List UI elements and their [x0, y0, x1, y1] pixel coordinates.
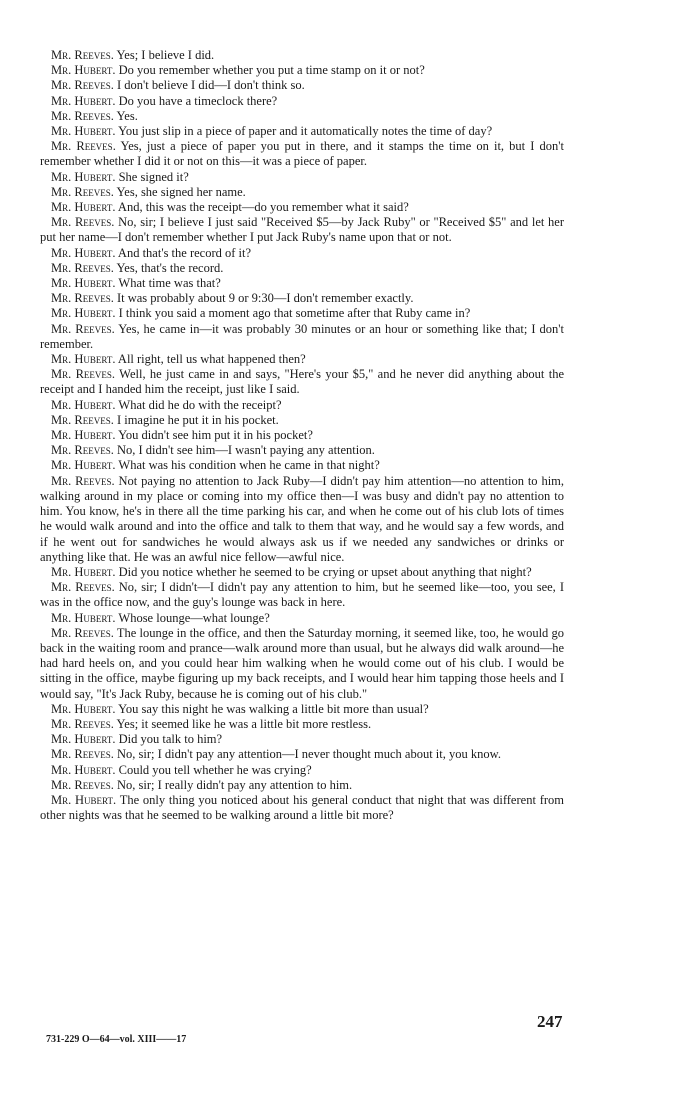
statement-text: Do you remember whether you put a time stamp on it or not? [118, 63, 425, 78]
statement-text: Yes, just a piece of paper you put in there, and it stamps the time on it, but I don't remember whether I did it or not on this—it was a piece of paper. [40, 139, 565, 169]
speaker-label: Mr. Hubert. [51, 306, 116, 321]
statement-text: I think you said a moment ago that sometime after that Ruby came in? [118, 306, 471, 321]
statement-text: I imagine he put it in his pocket. [116, 412, 279, 427]
speaker-label: Mr. Hubert. [51, 610, 116, 625]
testimony-paragraph [40, 702, 564, 717]
statement-text: Did you talk to him? [118, 732, 223, 747]
testimony-paragraph [40, 215, 564, 245]
testimony-paragraph [40, 458, 564, 473]
testimony-paragraph [40, 109, 564, 124]
testimony-paragraph [40, 124, 564, 139]
speaker-label: Mr. Hubert. [51, 276, 116, 291]
speaker-label: Mr. Reeves. [51, 184, 114, 199]
speaker-label: Mr. Hubert. [51, 397, 116, 412]
testimony-paragraph [40, 793, 564, 823]
testimony-paragraph [40, 94, 564, 109]
speaker-label: Mr. Reeves. [51, 443, 114, 458]
statement-text: Could you tell whether he was crying? [118, 762, 312, 777]
testimony-paragraph [40, 626, 564, 702]
statement-text: And that's the record of it? [117, 245, 252, 260]
speaker-label: Mr. Reeves. [51, 321, 115, 336]
testimony-paragraph [40, 778, 564, 793]
statement-text: What did he do with the receipt? [118, 397, 282, 412]
speaker-label: Mr. Hubert. [51, 200, 116, 215]
statement-text: Yes, that's the record. [116, 260, 224, 275]
statement-text: You didn't see him put it in his pocket? [118, 428, 313, 443]
speaker-label: Mr. Reeves. [51, 215, 115, 230]
testimony-paragraph [40, 261, 564, 276]
statement-text: Yes. [116, 108, 138, 123]
testimony-paragraph [40, 428, 564, 443]
statement-text: What was his condition when he came in that night? [118, 458, 380, 473]
statement-text: The lounge in the office, and then the Saturday morning, it seemed like, too, he would go back in the waiting room and prance—walk around more than usual, but he always did walk around—he had hard heels on, and you could hear him walking when he would come out of his club. I would be sitting in the office, maybe figuring up my back receipts, and I would hear him tapping those heels and I would say, "It's Jack Ruby, because he is coming out of his club." [40, 625, 564, 701]
speaker-label: Mr. Reeves. [51, 78, 114, 93]
speaker-label: Mr. Hubert. [51, 169, 116, 184]
speaker-label: Mr. Hubert. [51, 428, 116, 443]
speaker-label: Mr. Reeves. [51, 412, 114, 427]
speaker-label: Mr. Reeves. [51, 367, 116, 382]
speaker-label: Mr. Hubert. [51, 458, 116, 473]
statement-text: No, sir; I didn't pay any attention—I never thought much about it, you know. [116, 747, 501, 762]
testimony-paragraph [40, 565, 564, 580]
statement-text: All right, tell us what happened then? [117, 352, 306, 367]
print-code: 731-229 O—64—vol. XIII——17 [46, 1034, 187, 1045]
statement-text: No, I didn't see him—I wasn't paying any attention. [116, 443, 375, 458]
transcript-body [40, 48, 564, 823]
statement-text: No, sir; I really didn't pay any attention to him. [116, 777, 353, 792]
testimony-paragraph [40, 322, 564, 352]
speaker-label: Mr. Hubert. [51, 124, 116, 139]
speaker-label: Mr. Hubert. [51, 762, 116, 777]
statement-text: You say this night he was walking a little bit more than usual? [118, 701, 429, 716]
statement-text: Whose lounge—what lounge? [118, 610, 270, 625]
speaker-label: Mr. Reeves. [51, 747, 114, 762]
speaker-label: Mr. Reeves. [51, 291, 114, 306]
statement-text: Yes, he came in—it was probably 30 minutes or an hour or something like that; I don't remember. [40, 321, 564, 351]
testimony-paragraph [40, 580, 564, 610]
testimony-paragraph [40, 611, 564, 626]
speaker-label: Mr. Hubert. [51, 352, 116, 367]
testimony-paragraph [40, 763, 564, 778]
speaker-label: Mr. Hubert. [51, 701, 116, 716]
speaker-label: Mr. Reeves. [51, 580, 115, 595]
testimony-paragraph [40, 732, 564, 747]
speaker-label: Mr. Reeves. [51, 139, 116, 154]
statement-text: Well, he just came in and says, "Here's your $5," and he never did anything about the receipt and I handed him the receipt, just like I said. [40, 367, 565, 397]
testimony-paragraph [40, 717, 564, 732]
testimony-paragraph [40, 185, 564, 200]
testimony-paragraph [40, 63, 564, 78]
testimony-paragraph [40, 398, 564, 413]
statement-text: Yes; it seemed like he was a little bit more restless. [116, 716, 372, 731]
statement-text: You just slip in a piece of paper and it automatically notes the time of day? [118, 124, 493, 139]
testimony-paragraph [40, 306, 564, 321]
testimony-paragraph [40, 413, 564, 428]
speaker-label: Mr. Hubert. [51, 564, 116, 579]
testimony-paragraph [40, 276, 564, 291]
statement-text: Did you notice whether he seemed to be crying or upset about anything that night? [118, 564, 532, 579]
testimony-paragraph [40, 747, 564, 762]
testimony-paragraph [40, 170, 564, 185]
statement-text: Yes; I believe I did. [116, 48, 215, 62]
statement-text: No, sir; I believe I just said "Received $5—by Jack Ruby" or "Received $5" and let her put her name—I don't remember whether I put Jack Ruby's name upon that or not. [40, 215, 565, 245]
speaker-label: Mr. Reeves. [51, 625, 114, 640]
statement-text: Yes, she signed her name. [116, 184, 246, 199]
testimony-paragraph [40, 443, 564, 458]
page-number: 247 [537, 1012, 563, 1031]
testimony-paragraph [40, 139, 564, 169]
speaker-label: Mr. Reeves. [51, 777, 114, 792]
speaker-label: Mr. Reeves. [51, 48, 114, 62]
testimony-paragraph [40, 352, 564, 367]
statement-text: The only thing you noticed about his general conduct that night that was different from other nights was that he seemed to be walking around a little bit more? [40, 792, 564, 823]
speaker-label: Mr. Reeves. [51, 716, 114, 731]
statement-text: Not paying no attention to Jack Ruby—I didn't pay him attention—no attention to him, walking around in my place or coming into my office then—I was busy and didn't pay no attention to him. You know, he's in there all the time parking his car, and when he come out of his club lots of times he would walk around and into the office and talk to them that way, and he would say a few words, and if he went out for sandwiches he would always ask us if we needed any sandwiches or drinks or anything like that. He was an awful nice fellow—awful nice. [40, 473, 565, 564]
speaker-label: Mr. Hubert. [51, 732, 116, 747]
testimony-paragraph [40, 246, 564, 261]
speaker-label: Mr. Reeves. [51, 473, 115, 488]
statement-text: It was probably about 9 or 9:30—I don't remember exactly. [116, 291, 414, 306]
speaker-label: Mr. Hubert. [51, 245, 116, 260]
statement-text: I don't believe I did—I don't think so. [116, 78, 305, 93]
testimony-paragraph [40, 474, 564, 565]
statement-text: And, this was the receipt—do you remember what it said? [117, 200, 409, 215]
speaker-label: Mr. Hubert. [51, 63, 116, 78]
statement-text: No, sir; I didn't—I didn't pay any attention to him, but he seemed like—too, you see, I was in the office now, and the guy's lounge was back in here. [40, 580, 564, 610]
testimony-paragraph [40, 367, 564, 397]
testimony-paragraph [40, 48, 564, 63]
statement-text: She signed it? [118, 169, 189, 184]
statement-text: Do you have a timeclock there? [118, 93, 278, 108]
testimony-paragraph [40, 200, 564, 215]
testimony-paragraph [40, 291, 564, 306]
speaker-label: Mr. Hubert. [51, 93, 116, 108]
speaker-label: Mr. Reeves. [51, 260, 114, 275]
speaker-label: Mr. Hubert. [51, 792, 117, 807]
speaker-label: Mr. Reeves. [51, 108, 114, 123]
testimony-paragraph [40, 78, 564, 93]
statement-text: What time was that? [118, 276, 221, 291]
